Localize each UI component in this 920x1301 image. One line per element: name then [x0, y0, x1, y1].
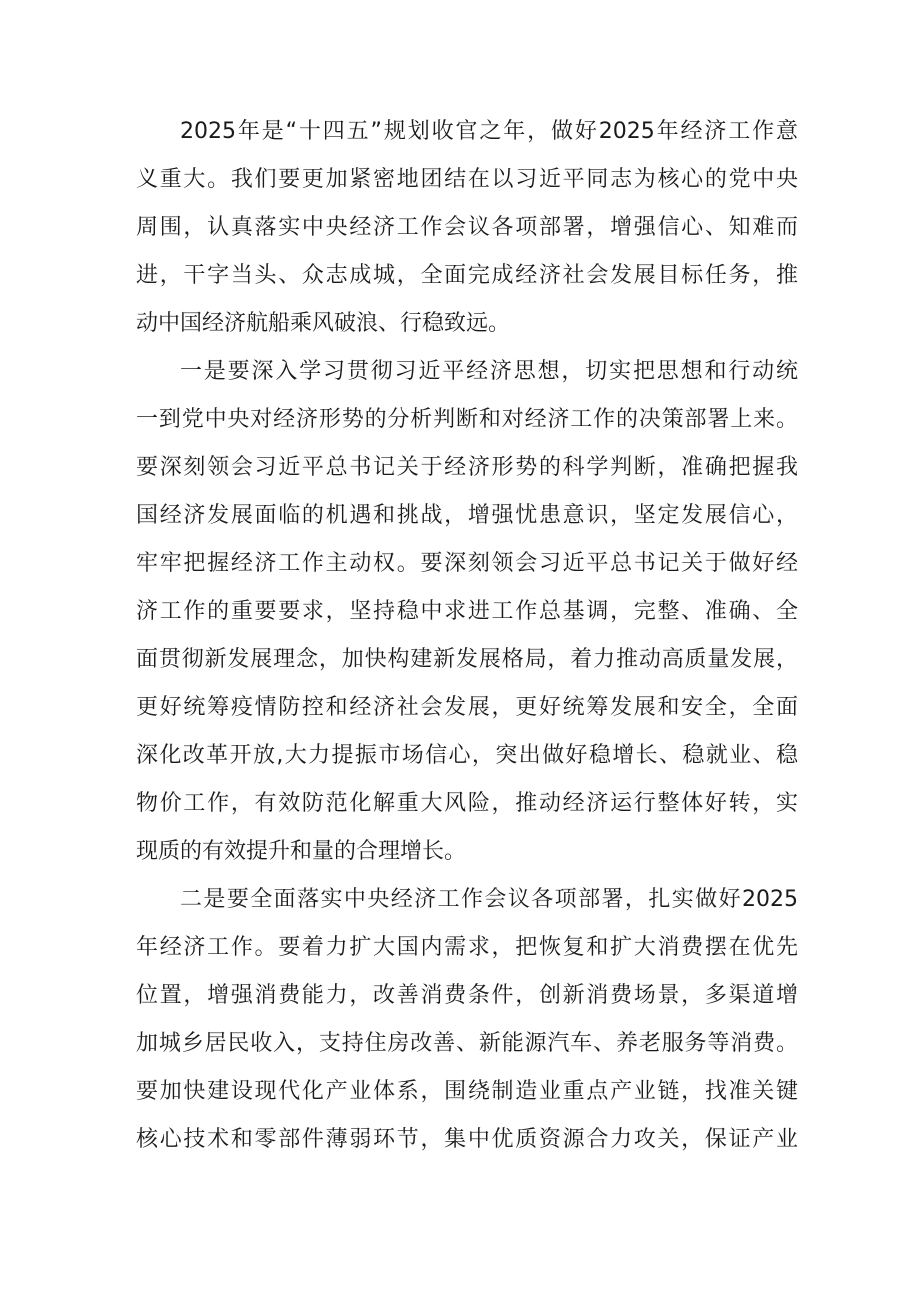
text-line: 更好统筹疫情防控和经济社会发展，更好统筹发展和安全，全面	[136, 695, 798, 720]
text-line: 2025年是“十四五”规划收官之年，做好2025年经济工作意	[180, 119, 798, 144]
text-line: 一是要深入学习贯彻习近平经济思想，切实把思想和行动统	[180, 359, 798, 384]
text-line: 进，干字当头、众志成城，全面完成经济社会发展目标任务，推	[136, 263, 798, 288]
text-line: 周围，认真落实中央经济工作会议各项部署，增强信心、知难而	[136, 215, 798, 240]
text-line: 二是要全面落实中央经济工作会议各项部署，扎实做好2025	[180, 887, 798, 912]
text-line: 现质的有效提升和量的合理增长。	[136, 839, 467, 864]
text-line: 核心技术和零部件薄弱环节，集中优质资源合力攻关，保证产业	[136, 1127, 798, 1152]
text-line: 国经济发展面临的机遇和挑战，增强忧患意识，坚定发展信心，	[136, 503, 798, 528]
paragraph-point-one	[136, 348, 798, 876]
text-line: 位置，增强消费能力，改善消费条件，创新消费场景，多渠道增	[136, 983, 798, 1008]
text-line: 深化改革开放,大力提振市场信心，突出做好稳增长、稳就业、稳	[136, 743, 798, 768]
text-line: 年经济工作。要着力扩大国内需求，把恢复和扩大消费摆在优先	[136, 935, 798, 960]
text-line: 义重大。我们要更加紧密地团结在以习近平同志为核心的党中央	[136, 167, 798, 192]
text-line: 要深刻领会习近平总书记关于经济形势的科学判断，准确把握我	[136, 455, 798, 480]
text-line: 加城乡居民收入，支持住房改善、新能源汽车、养老服务等消费。	[136, 1031, 798, 1056]
text-line: 济工作的重要要求，坚持稳中求进工作总基调，完整、准确、全	[136, 599, 798, 624]
text-line: 牢牢把握经济工作主动权。要深刻领会习近平总书记关于做好经	[136, 551, 798, 576]
paragraph-point-two	[136, 876, 798, 1164]
document-body	[136, 108, 798, 1164]
text-line: 面贯彻新发展理念，加快构建新发展格局，着力推动高质量发展，	[136, 647, 798, 672]
text-line: 一到党中央对经济形势的分析判断和对经济工作的决策部署上来。	[136, 407, 798, 432]
paragraph-intro	[136, 108, 798, 348]
text-line: 要加快建设现代化产业体系，围绕制造业重点产业链，找准关键	[136, 1079, 798, 1104]
text-line: 动中国经济航船乘风破浪、行稳致远。	[136, 311, 511, 336]
text-line: 物价工作，有效防范化解重大风险，推动经济运行整体好转，实	[136, 791, 798, 816]
